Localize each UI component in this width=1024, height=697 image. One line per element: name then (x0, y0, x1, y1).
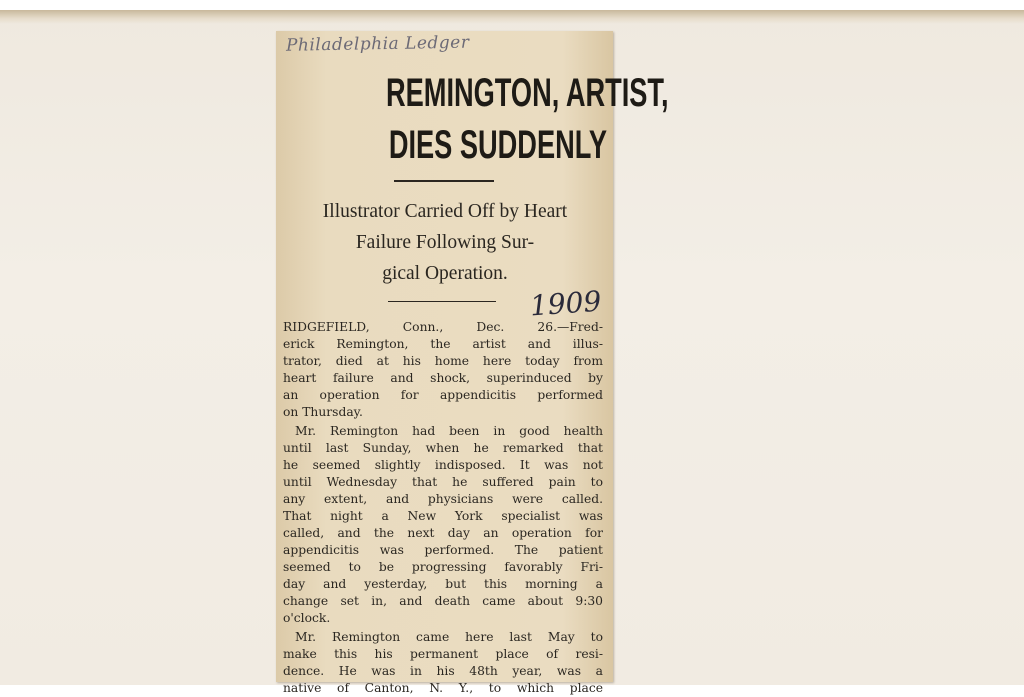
article-line: RIDGEFIELD, Conn., Dec. 26.—Fred- (283, 320, 603, 334)
article-line: an operation for appendicitis performed (283, 388, 603, 402)
headline-line-2: DIES SUDDENLY (388, 123, 607, 167)
article-line: until Wednesday that he suffered pain to (283, 475, 603, 489)
article-line: he seemed slightly indisposed. It was not (283, 458, 603, 472)
article-line: any extent, and physicians were called. (283, 492, 603, 506)
article-line: Mr. Remington came here last May to (295, 630, 603, 644)
headline-line-1: REMINGTON, ARTIST, (386, 71, 669, 115)
article-line: appendicitis was performed. The patient (283, 543, 603, 557)
article-line: erick Remington, the artist and illus- (283, 337, 603, 351)
subheadline-divider (388, 301, 496, 302)
handwritten-year-note: 1909 (528, 284, 603, 323)
article-line: change set in, and death came about 9:30 (283, 594, 603, 608)
article-line: trator, died at his home here today from (283, 354, 603, 368)
article-line: Mr. Remington had been in good health (295, 424, 603, 438)
article-line: called, and the next day an operation for (283, 526, 603, 540)
newspaper-clipping (276, 31, 669, 695)
article-line: heart failure and shock, superinduced by (283, 371, 603, 385)
article-line: native of Canton, N. Y., to which place (283, 681, 603, 695)
article-line: on Thursday. (283, 405, 363, 419)
article-line: dence. He was in his 48th year, was a (283, 664, 603, 678)
headline-divider (394, 180, 494, 182)
subheadline-line-1: Illustrator Carried Off by Heart (322, 201, 568, 222)
article-line: o'clock. (283, 611, 331, 625)
article-line: seemed to be progressing favorably Fri- (283, 560, 603, 574)
handwritten-source-note: Philadelphia Ledger (285, 32, 470, 56)
subheadline-line-2: Failure Following Sur- (355, 232, 535, 253)
subheadline-line-3: gical Operation. (382, 263, 508, 284)
page-top-edge (0, 10, 1024, 24)
article-line: until last Sunday, when he remarked that (283, 441, 603, 455)
article-line: make this his permanent place of resi- (283, 647, 603, 661)
article-line: That night a New York specialist was (283, 509, 603, 523)
article-line: day and yesterday, but this morning a (283, 577, 603, 591)
